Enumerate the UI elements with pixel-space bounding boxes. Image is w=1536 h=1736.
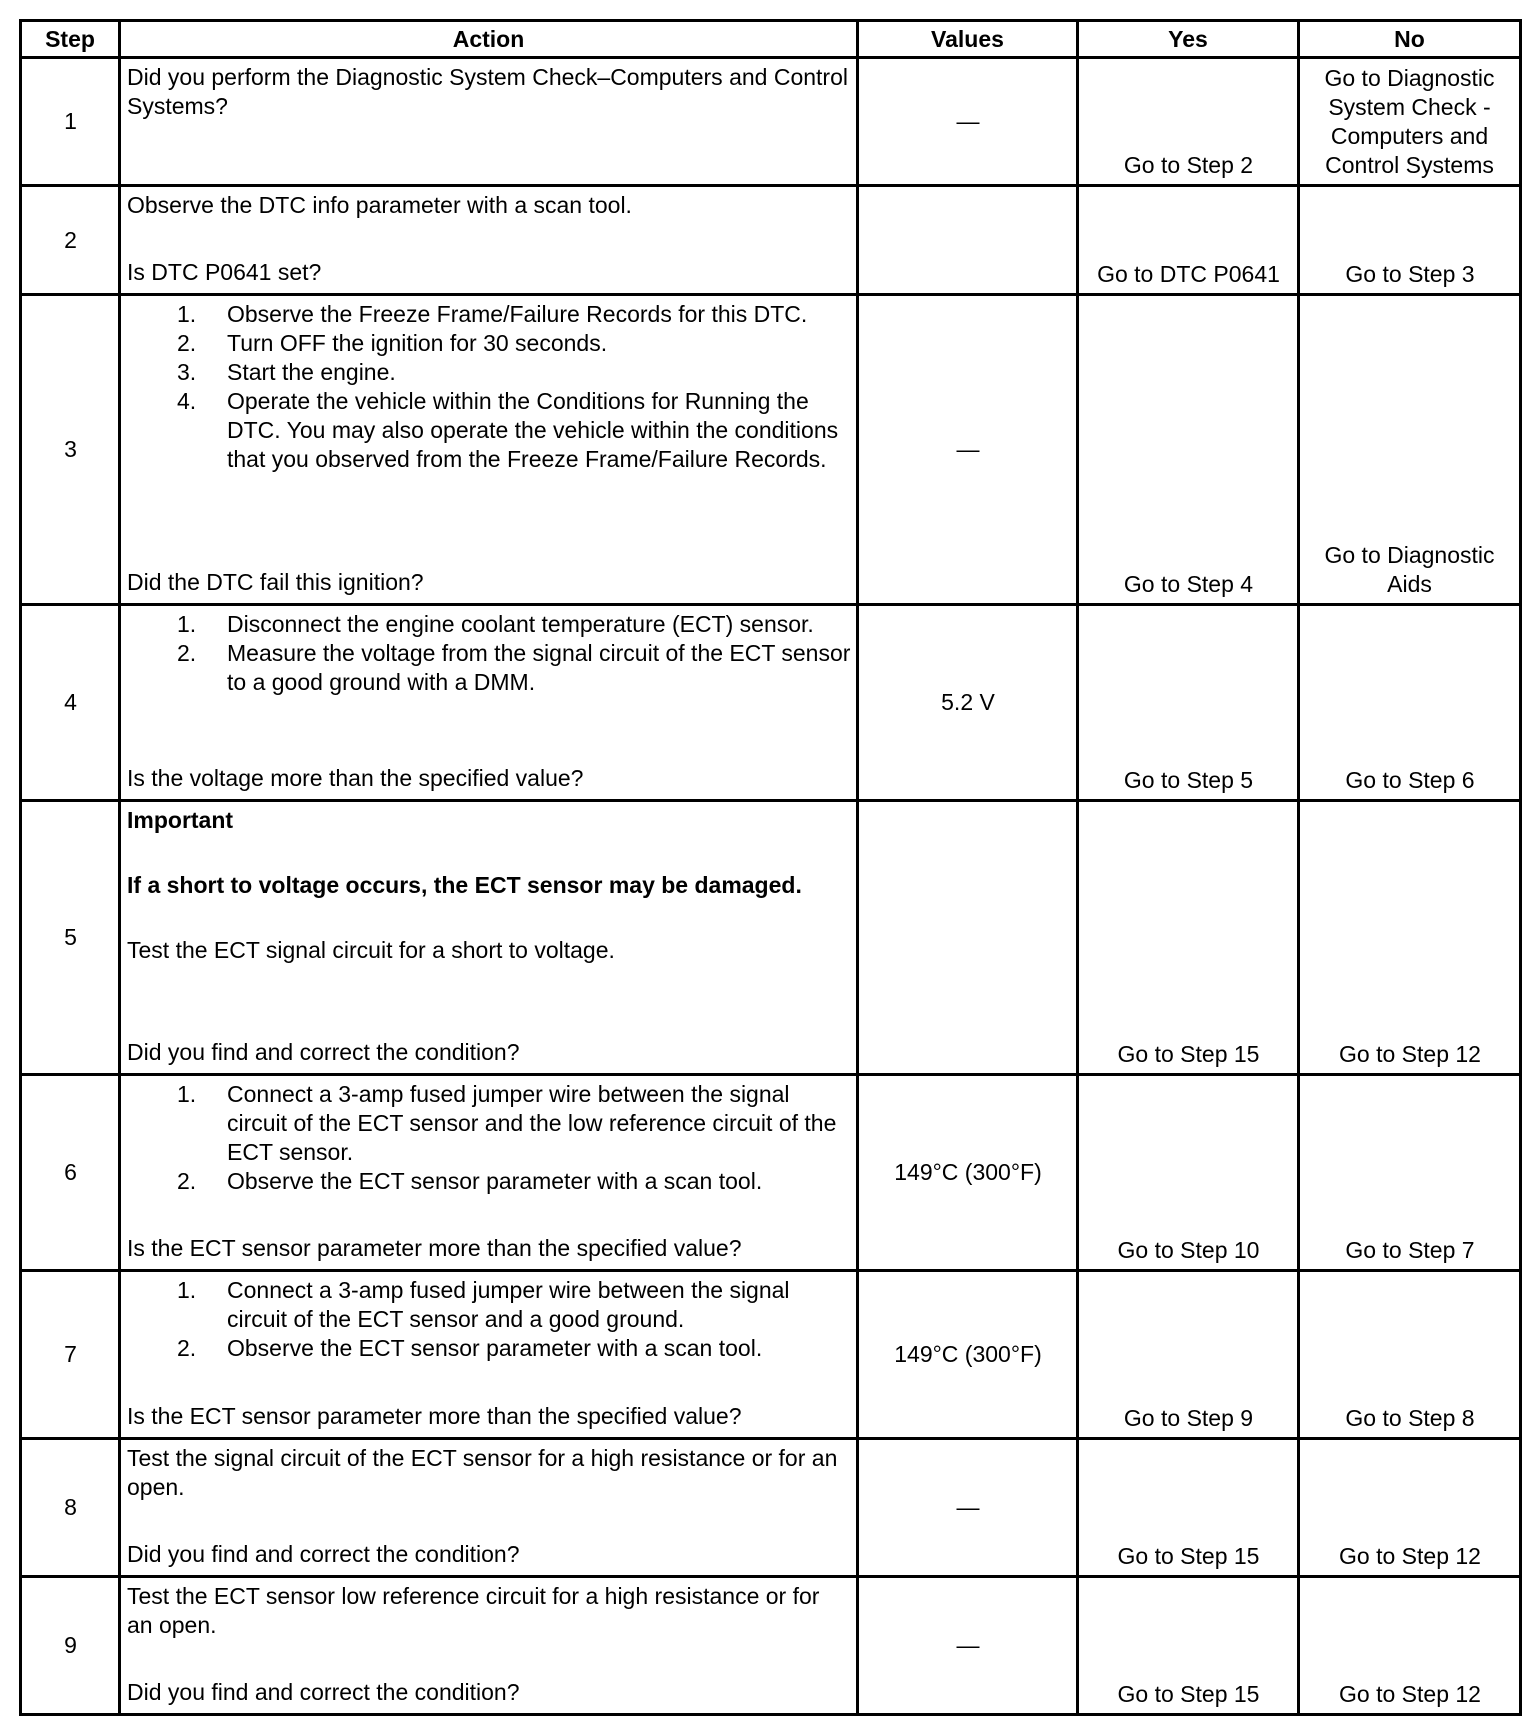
values-cell: —: [858, 1577, 1078, 1715]
action-steps-list: [127, 1276, 851, 1363]
header-step: Step: [21, 21, 120, 58]
table-row-step-6: [21, 1075, 1521, 1271]
yes-cell: Go to Step 10: [1078, 1075, 1299, 1271]
yes-cell: Go to Step 15: [1078, 801, 1299, 1075]
list-item: 1. Connect a 3-amp fused jumper wire between the signal circuit of the ECT sensor and the low reference circuit of the ECT sensor.: [177, 1081, 837, 1165]
action-text: Test the signal circuit of the ECT sensor for a high resistance or for an open.: [127, 1445, 838, 1500]
values-cell: 5.2 V: [858, 605, 1078, 801]
no-cell: Go to Step 12: [1299, 1577, 1521, 1715]
action-question: Is the ECT sensor parameter more than the specified value?: [127, 1403, 742, 1429]
no-cell: Go to Step 12: [1299, 1439, 1521, 1577]
table-row-step-7: [21, 1271, 1521, 1439]
header-values: Values: [858, 21, 1078, 58]
action-text: Test the ECT sensor low reference circuit for a high resistance or for an open.: [127, 1583, 820, 1638]
yes-cell: Go to Step 15: [1078, 1577, 1299, 1715]
action-question: Did you find and correct the condition?: [127, 1541, 520, 1567]
action-cell: [120, 58, 858, 186]
yes-cell: Go to Step 9: [1078, 1271, 1299, 1439]
values-cell: —: [858, 295, 1078, 605]
table-row-step-9: [21, 1577, 1521, 1715]
step-number: 1: [21, 58, 120, 186]
list-item: 1. Disconnect the engine coolant temperature (ECT) sensor.: [177, 611, 814, 637]
action-cell: [120, 801, 858, 1075]
values-cell: [858, 801, 1078, 1075]
step-number: 5: [21, 801, 120, 1075]
action-question: Did you find and correct the condition?: [127, 1039, 520, 1065]
action-cell: [120, 1271, 858, 1439]
list-item: 1. Observe the Freeze Frame/Failure Records for this DTC.: [177, 301, 808, 327]
list-item: 2. Turn OFF the ignition for 30 seconds.: [177, 330, 608, 356]
table-row-step-2: [21, 186, 1521, 295]
values-cell: 149°C (300°F): [858, 1075, 1078, 1271]
yes-cell: Go to DTC P0641: [1078, 186, 1299, 295]
yes-cell: Go to Step 4: [1078, 295, 1299, 605]
table-row-step-3: [21, 295, 1521, 605]
action-cell: [120, 605, 858, 801]
list-item: 3. Start the engine.: [177, 359, 396, 385]
list-item: 2. Observe the ECT sensor parameter with a scan tool.: [177, 1335, 763, 1361]
action-question: Did the DTC fail this ignition?: [127, 569, 424, 595]
step-number: 9: [21, 1577, 120, 1715]
step-number: 6: [21, 1075, 120, 1271]
values-cell: —: [858, 1439, 1078, 1577]
table-row-step-5: [21, 801, 1521, 1075]
values-cell: [858, 186, 1078, 295]
action-question: Is the ECT sensor parameter more than the specified value?: [127, 1235, 742, 1261]
header-action: Action: [120, 21, 858, 58]
list-item: 2. Measure the voltage from the signal circuit of the ECT sensor to a good ground with a DMM.: [177, 640, 851, 695]
step-number: 2: [21, 186, 120, 295]
action-cell: [120, 295, 858, 605]
step-number: 3: [21, 295, 120, 605]
list-item: 2. Observe the ECT sensor parameter with a scan tool.: [177, 1168, 763, 1194]
no-cell: Go to Step 12: [1299, 801, 1521, 1075]
important-label: Important: [127, 807, 234, 833]
no-cell: Go to Diagnostic Aids: [1299, 295, 1521, 605]
action-text: Did you perform the Diagnostic System Check–Computers and Control Systems?: [127, 64, 848, 119]
action-cell: [120, 186, 858, 295]
yes-cell: Go to Step 2: [1078, 58, 1299, 186]
no-cell: Go to Diagnostic System Check - Computers and Control Systems: [1299, 58, 1521, 186]
action-cell: [120, 1439, 858, 1577]
list-item: 1. Connect a 3-amp fused jumper wire between the signal circuit of the ECT sensor and a good ground.: [177, 1277, 790, 1332]
list-item: 4. Operate the vehicle within the Conditions for Running the DTC. You may also operate the vehicle within the conditions that you observed from the Freeze Frame/Failure Records.: [177, 388, 839, 472]
header-no: No: [1299, 21, 1521, 58]
values-cell: 149°C (300°F): [858, 1271, 1078, 1439]
header-yes: Yes: [1078, 21, 1299, 58]
action-steps-list: [127, 300, 851, 474]
table-row-step-4: [21, 605, 1521, 801]
yes-cell: Go to Step 5: [1078, 605, 1299, 801]
values-cell: —: [858, 58, 1078, 186]
header-row: [21, 21, 1521, 58]
no-cell: Go to Step 8: [1299, 1271, 1521, 1439]
step-number: 8: [21, 1439, 120, 1577]
action-cell: [120, 1075, 858, 1271]
action-steps-list: [127, 1080, 851, 1196]
action-question: Is the voltage more than the specified value?: [127, 765, 584, 791]
action-cell: [120, 1577, 858, 1715]
action-text: Observe the DTC info parameter with a scan tool.: [127, 192, 632, 218]
yes-cell: Go to Step 15: [1078, 1439, 1299, 1577]
action-question: Did you find and correct the condition?: [127, 1679, 520, 1705]
no-cell: Go to Step 3: [1299, 186, 1521, 295]
table-row-step-8: [21, 1439, 1521, 1577]
no-cell: Go to Step 7: [1299, 1075, 1521, 1271]
action-steps-list: [127, 610, 851, 697]
step-number: 4: [21, 605, 120, 801]
step-number: 7: [21, 1271, 120, 1439]
action-text: Test the ECT signal circuit for a short to voltage.: [127, 937, 615, 963]
action-question: Is DTC P0641 set?: [127, 259, 322, 285]
no-cell: Go to Step 6: [1299, 605, 1521, 801]
important-note: If a short to voltage occurs, the ECT sensor may be damaged.: [127, 872, 802, 898]
diagnostic-table: [19, 19, 1522, 1716]
table-row-step-1: [21, 58, 1521, 186]
